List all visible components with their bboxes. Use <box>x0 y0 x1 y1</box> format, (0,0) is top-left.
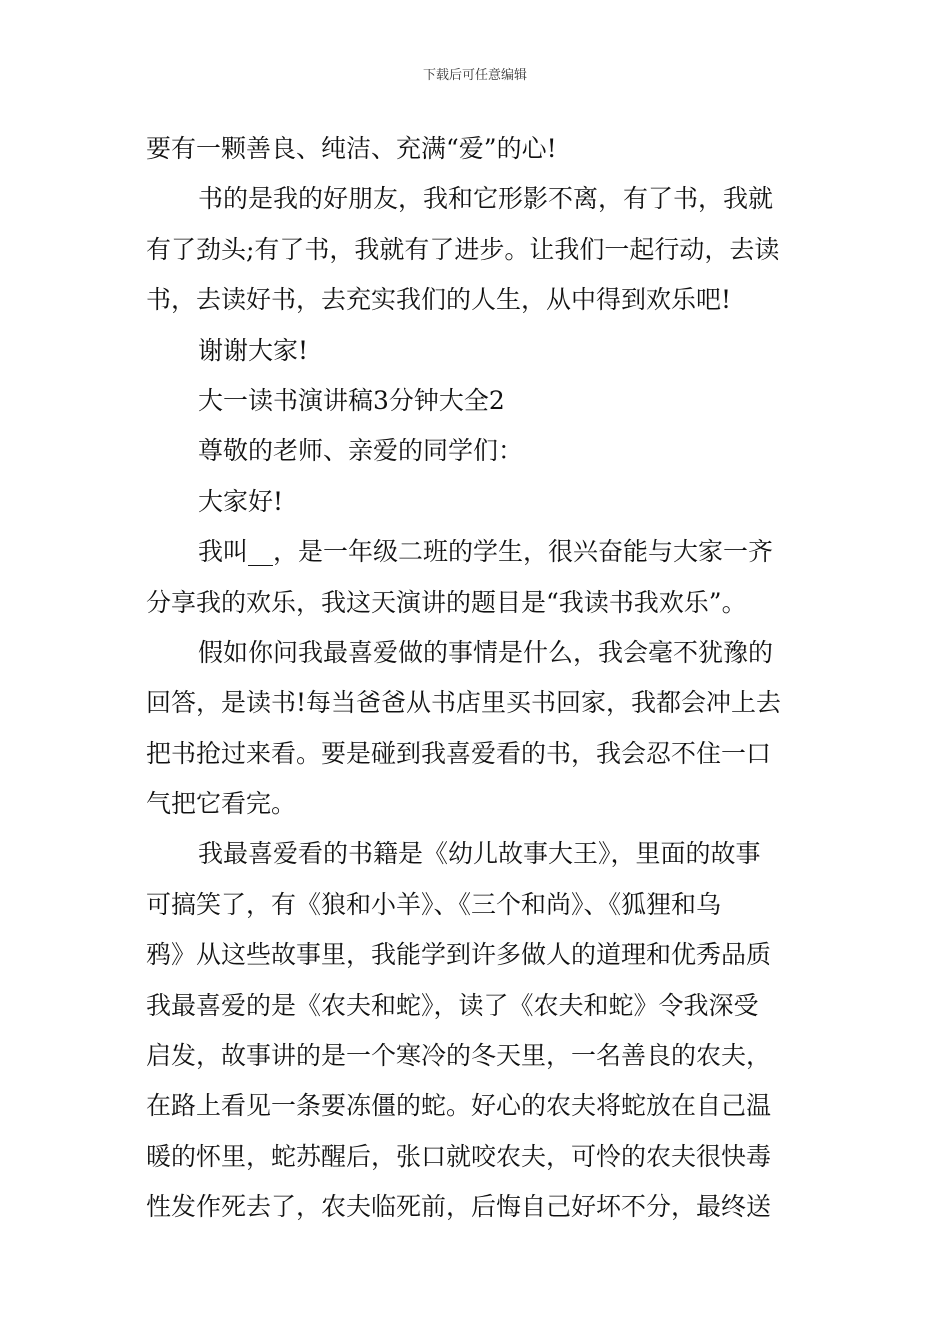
text-line: 我最喜爱的是《农夫和蛇》，读了《农夫和蛇》令我深受 <box>146 990 759 1020</box>
text-line: 谢谢大家! <box>198 335 309 365</box>
page-header: 下载后可任意编辑 <box>422 68 527 83</box>
text-line: 把书抢过来看。要是碰到我喜爱看的书，我会忍不住一口 <box>146 738 772 768</box>
text-line: 书，去读好书，去充实我们的人生，从中得到欢乐吧! <box>146 285 732 315</box>
text-line: 分享我的欢乐，我这天演讲的题目是“我读书我欢乐”。 <box>146 587 747 617</box>
text-line: 大家好! <box>198 486 284 516</box>
text-line: 书的是我的好朋友，我和它形影不离，有了书，我就 <box>198 184 774 214</box>
text-line: 启发，故事讲的是一个寒冷的冬天里，一名善良的农夫， <box>146 1041 772 1071</box>
text-line: 气把它看完。 <box>146 789 297 819</box>
text-line: 大一读书演讲稿3分钟大全2 <box>198 385 505 415</box>
text-line: 性发作死去了，农夫临死前，后悔自己好坏不分，最终送 <box>146 1192 772 1222</box>
text-line: 假如你问我最喜爱做的事情是什么，我会毫不犹豫的 <box>198 637 774 667</box>
text-line: 在路上看见一条要冻僵的蛇。好心的农夫将蛇放在自己温 <box>146 1091 772 1121</box>
text-line: 尊敬的老师、亲爱的同学们： <box>198 436 524 466</box>
text-line: 鸦》从这些故事里，我能学到许多做人的道理和优秀品质 <box>146 940 772 970</box>
text-line: 有了劲头;有了书，我就有了进步。让我们一起行动，去读 <box>146 234 780 264</box>
text-line: 可搞笑了，有《狼和小羊》、《三个和尚》、《狐狸和乌 <box>146 889 722 919</box>
text-line: 回答，是读书!每当爸爸从书店里买书回家，我都会冲上去 <box>146 688 782 718</box>
text-line: 要有一颗善良、纯洁、充满“爱”的心! <box>146 134 557 163</box>
text-line: 我最喜爱看的书籍是《幼儿故事大王》，里面的故事 <box>198 839 761 869</box>
text-line: 我叫__，是一年级二班的学生，很兴奋能与大家一齐 <box>198 537 774 567</box>
document-body <box>146 124 808 1233</box>
text-line: 暖的怀里，蛇苏醒后，张口就咬农夫，可怜的农夫很快毒 <box>146 1141 772 1171</box>
